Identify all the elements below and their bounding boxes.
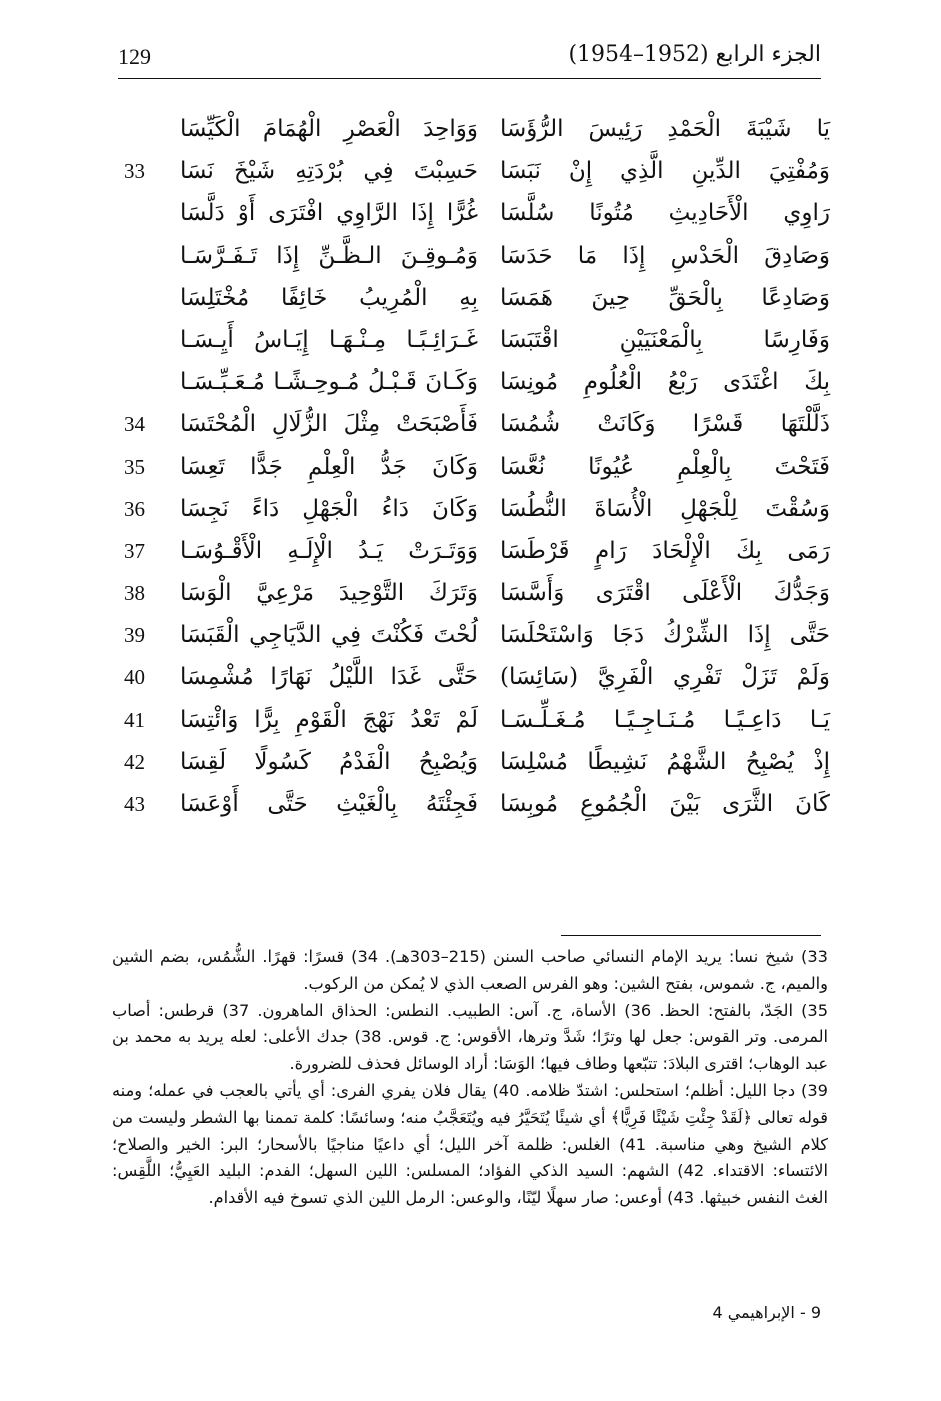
verse-line <box>110 488 830 530</box>
verse-line <box>110 108 830 150</box>
verse-first-hemistich: يَـا دَاعِـيًـا مُـنَـاجِـيًـا مُـغَـلِّـسَـا <box>500 706 830 733</box>
verse-second-hemistich: وَيُصْبِحُ الْفَدْمُ كَسُولًا لَقِسَا <box>180 748 478 775</box>
verse-first-hemistich: إِذْ يُصْبِحُ الشَّهْمُ نَشِيطًا مُسْلِسَا <box>500 748 830 775</box>
verse-second-hemistich: فَأَصْبَحَتْ مِثْلَ الزُّلَالِ الْمُحْتَسَا <box>180 411 478 438</box>
verse-first-hemistich: وَصَادِعًا بِالْحَقِّ حِينَ هَمَسَا <box>500 284 830 311</box>
verse-second-hemistich: غَـرَائِـبًـا مِـنْـهَـا إِيَـاسُ أَيِـسَـا <box>180 326 478 353</box>
verse-line <box>110 319 830 361</box>
verse-second-hemistich: حَتَّى غَدَا اللَّيْلُ نَهَارًا مُشْمِسَا <box>180 664 478 691</box>
footnote-paragraph: 39) دجا الليل: أظلم؛ استحلس: اشتدّ ظلامه. 40) يقال فلان يفري الفرى: أي يأتي بالعجب في عمله؛ ومنه قوله تعالى ﴿لَقَدْ جِئْتِ شَيْئًا فَرِيًّا﴾ أي شيئًا يُتَحَيَّرُ فيه ويُتَعَجَّبُ منه؛ وسائسًا: كلمة تممنا بها الشطر وليست من كلام الشيخ وهي مناسبة. 41) الغلس: ظلمة آخر الليل؛ أي داعيًا مناجيًا بالأسحار؛ البر: الخير والصلاح؛ الائتساء: الاقتداء. 42) الشهم: السيد الذكي الفؤاد؛ المسلس: اللين السهل؛ الفدم: البليد العَيِيُّ؛ اللَّقِس: الغث النفس خبيثها. 43) أوعس: صار سهلًا ليّنًا، والوعس: الرمل اللين الذي تسوخ فيه الأقدام. <box>112 1080 828 1208</box>
footnote-paragraph: 33) شيخ نسا: يريد الإمام النسائي صاحب السنن (215–303هـ). 34) قسرًا: قهرًا. الشُّمُس، بضم الشين والميم، ج. شموس، بفتح الشين: وهو الفرس الصعب الذي لا يُمكن من الركوب. <box>112 947 828 993</box>
verse-second-hemistich: بِهِ الْمُرِيبُ خَائِفًا مُخْتَلِسَا <box>180 284 478 311</box>
verse-line <box>110 277 830 319</box>
verse-second-hemistich: لُحْتَ فَكُنْتَ فِي الدَّيَاجِي الْقَبَسَا <box>180 622 478 649</box>
footnotes <box>112 944 828 1212</box>
poem <box>110 108 830 825</box>
verse-line <box>110 235 830 277</box>
footnote-separator <box>561 935 821 936</box>
verse-second-hemistich: وَكَانَ جَدُّ الْعِلْمِ جَدًّا تَعِسَا <box>180 453 478 480</box>
footnote-ref-number: 37 <box>124 538 145 563</box>
footnote-ref-number: 41 <box>124 707 145 732</box>
verse-line <box>110 446 830 488</box>
verse-second-hemistich: وَكَـانَ قَـبْـلُ مُـوحِـشًـا مُـعَـبِّـسَـا <box>180 369 478 396</box>
verse-second-hemistich: لَمْ تَعْدُ نَهْجَ الْقَوْمِ بِرًّا وَائْتِسَا <box>180 706 478 733</box>
verse-first-hemistich: رَاوِي الْأَحَادِيثِ مُتُونًا سُلَّسَا <box>500 200 830 227</box>
verse-second-hemistich: وَتَرَكَ التَّوْحِيدَ مَرْعِيَّ الْوَسَا <box>180 580 478 607</box>
verse-first-hemistich: ذَلَّلْتَهَا قَسْرًا وَكَانَتْ شُمُسَا <box>500 411 830 438</box>
verse-first-hemistich: يَا شَيْبَةَ الْحَمْدِ رَئِيسَ الرُّؤَسَا <box>500 116 830 142</box>
verse-first-hemistich: وَلَمْ تَزَلْ تَفْرِي الْفَرِيَّ (سَائِسَا) <box>500 664 830 691</box>
footnote-ref-number: 35 <box>124 454 145 479</box>
verse-second-hemistich: وَوَاحِدَ الْعَصْرِ الْهُمَامَ الْكَيِّسَا <box>180 116 478 142</box>
verse-first-hemistich: وَسُقْتَ لِلْجَهْلِ الْأُسَاةَ النُّطُسَا <box>500 495 830 522</box>
signature-mark: 9 - الإبراهيمي 4 <box>712 1303 821 1322</box>
verse-first-hemistich: حَتَّى إِذَا الشِّرْكُ دَجَا وَاسْتَحْلَسَا <box>500 622 830 649</box>
verse-line <box>110 572 830 614</box>
verse-line <box>110 403 830 445</box>
footnote-ref-number: 43 <box>124 792 145 816</box>
verse-line <box>110 656 830 698</box>
footnote-ref-number: 38 <box>124 581 145 606</box>
verse-first-hemistich: وَجَدُّكَ الْأَعْلَى اقْتَرَى وَأَسَّسَا <box>500 580 830 607</box>
verse-first-hemistich: فَتَحْتَ بِالْعِلْمِ عُيُونًا نُعَّسَا <box>500 453 830 480</box>
header-rule <box>118 78 821 79</box>
verse-second-hemistich: حَسِبْتَ فِي بُرْدَتِهِ شَيْخَ نَسَا <box>180 158 478 185</box>
verse-first-hemistich: بِكَ اغْتَدَى رَبْعُ الْعُلُومِ مُونِسَا <box>500 369 830 396</box>
verse-line <box>110 699 830 741</box>
verse-second-hemistich: غُرًّا إِذَا الرَّاوِي افْتَرَى أَوْ دَلَّسَا <box>180 200 478 227</box>
verse-line <box>110 150 830 192</box>
footnote-ref-number: 42 <box>124 749 145 774</box>
running-head: الجزء الرابع (1952–1954) <box>568 42 821 67</box>
verse-first-hemistich: وَصَادِقَ الْحَدْسِ إِذَا مَا حَدَسَا <box>500 242 830 269</box>
footnote-ref-number: 34 <box>124 412 145 437</box>
verse-second-hemistich: وَمُـوقِـنَ الـظَّـنِّ إِذَا تَـفَـرَّسَـا <box>180 242 478 269</box>
verse-second-hemistich: وَوَتَـرَتْ يَـدُ الْإِلَـهِ الْأَقْـوُسَـا <box>180 537 478 564</box>
verse-line <box>110 614 830 656</box>
verse-first-hemistich: كَانَ الثَّرَى بَيْنَ الْجُمُوعِ مُوبِسَا <box>500 791 830 817</box>
verse-first-hemistich: وَفَارِسًا بِالْمَعْنَيَيْنِ اقْتَبَسَا <box>500 326 830 353</box>
verse-line <box>110 741 830 783</box>
verse-line <box>110 192 830 234</box>
verse-line <box>110 783 830 825</box>
verse-line <box>110 530 830 572</box>
footnote-ref-number: 33 <box>124 159 145 184</box>
page-number: 129 <box>118 44 151 69</box>
verse-second-hemistich: فَجِئْتَهُ بِالْغَيْثِ حَتَّى أَوْعَسَا <box>180 791 478 817</box>
verse-second-hemistich: وَكَانَ دَاءُ الْجَهْلِ دَاءً نَجِسَا <box>180 495 478 522</box>
footnote-paragraph: 35) الجَدّ، بالفتح: الحظ. 36) الأساة، ج. آس: الطبيب. النطس: الحذاق الماهرون. 37) قرطس: أصاب المرمى. وتر القوس: جعل لها وترًا؛ شَدَّ وترها، الأقوس: ج. قوس. 38) جدك الأعلى: لعله يريد به محمد بن عبد الوهاب؛ اقترى البلادَ: تتبّعها وطاف فيها؛ الوَسَا: أراد الوسائل فحذف للضرورة. <box>112 1000 829 1074</box>
verse-line <box>110 361 830 403</box>
footnote-ref-number: 40 <box>124 665 145 690</box>
footnote-ref-number: 36 <box>124 496 145 521</box>
footnote-ref-number: 39 <box>124 623 145 648</box>
verse-first-hemistich: وَمُفْتِيَ الدِّينِ الَّذِي إِنْ نَبَسَا <box>500 158 830 185</box>
verse-first-hemistich: رَمَى بِكَ الْإِلْحَادَ رَامٍ قَرْطَسَا <box>500 537 830 564</box>
page-header <box>0 40 941 80</box>
